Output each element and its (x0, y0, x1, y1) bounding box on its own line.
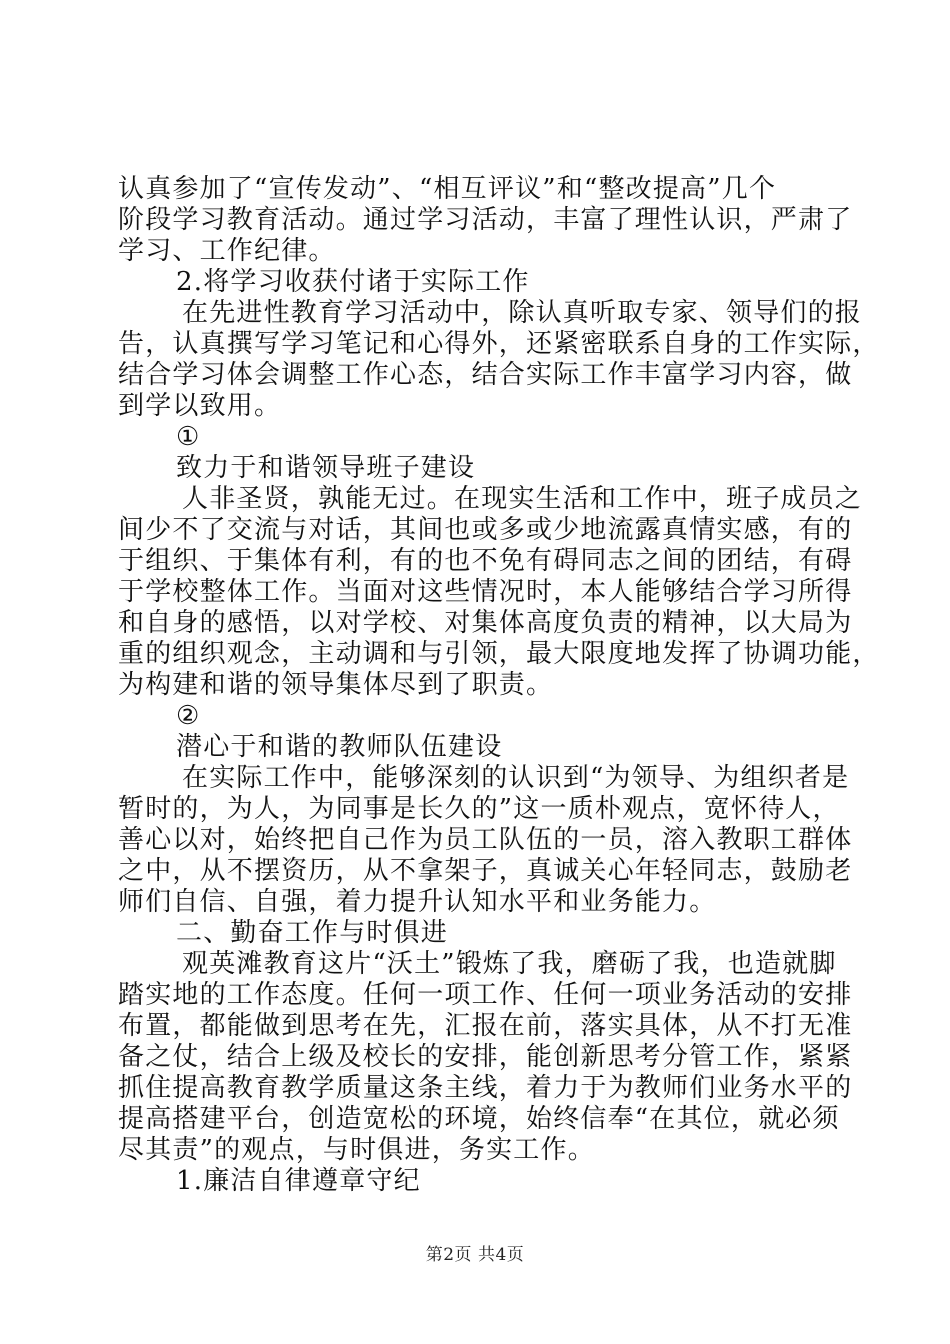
text-line: 于组织、于集体有利，有的也不免有碍同志之间的团结，有碍 (118, 546, 853, 576)
text-line: 1.廉洁自律遵章守纪 (176, 1166, 421, 1196)
text-line: 2.将学习收获付诸于实际工作 (176, 267, 530, 297)
document-body (118, 174, 880, 1197)
text-line: 二、勤奋工作与时俱进 (176, 918, 449, 948)
text-line: 尽其责”的观点，与时俱进，务实工作。 (118, 1135, 595, 1165)
text-line: 师们自信、自强，着力提升认知水平和业务能力。 (118, 887, 717, 917)
text-line: 备之仗，结合上级及校长的安排，能创新思考分管工作，紧紧 (118, 1042, 853, 1072)
text-line: 观英滩教育这片“沃土”锻炼了我，磨砺了我，也造就脚 (182, 949, 837, 979)
text-line: 善心以对，始终把自己作为员工队伍的一员，溶入教职工群体 (118, 825, 853, 855)
text-line: 踏实地的工作态度。任何一项工作、任何一项业务活动的安排 (118, 980, 853, 1010)
text-line: 于学校整体工作。当面对这些情况时，本人能够结合学习所得 (118, 577, 853, 607)
text-line: 在先进性教育学习活动中，除认真听取专家、领导们的报 (182, 298, 863, 328)
text-line: 间少不了交流与对话，其间也或多或少地流露真情实感，有的 (118, 515, 853, 545)
text-line: 布置，都能做到思考在先，汇报在前，落实具体，从不打无准 (118, 1011, 853, 1041)
text-line: 为构建和谐的领导集体尽到了职责。 (118, 670, 554, 700)
text-line: 致力于和谐领导班子建设 (176, 453, 476, 483)
page-footer: 第2页 共4页 (425, 1245, 525, 1265)
text-line: ② (176, 701, 201, 731)
text-line: 人非圣贤，孰能无过。在现实生活和工作中，班子成员之 (182, 484, 863, 514)
text-line: 潜心于和谐的教师队伍建设 (176, 732, 503, 762)
text-line: 结合学习体会调整工作心态，结合实际工作丰富学习内容，做 (118, 360, 853, 390)
text-line: 阶段学习教育活动。通过学习活动，丰富了理性认识，严肃了 (118, 205, 853, 235)
text-line: 之中，从不摆资历，从不拿架子，真诚关心年轻同志，鼓励老 (118, 856, 853, 886)
text-line: 认真参加了“宣传发动”、“相互评议”和“整改提高”几个 (118, 174, 777, 204)
text-line: 和自身的感悟，以对学校、对集体高度负责的精神，以大局为 (118, 608, 853, 638)
text-line: 提高搭建平台，创造宽松的环境，始终信奉“在其位，就必须 (118, 1104, 840, 1134)
text-line: 学习、工作纪律。 (118, 236, 336, 266)
text-line: 到学以致用。 (118, 391, 282, 421)
text-line: 在实际工作中，能够深刻的认识到“为领导、为组织者是 (182, 763, 850, 793)
text-line: 抓住提高教育教学质量这条主线，着力于为教师们业务水平的 (118, 1073, 853, 1103)
text-line: 重的组织观念，主动调和与引领，最大限度地发挥了协调功能， (118, 639, 880, 669)
text-line: 告，认真撰写学习笔记和心得外，还紧密联系自身的工作实际， (118, 329, 880, 359)
text-line: ① (176, 422, 201, 452)
text-line: 暂时的，为人，为同事是长久的”这一质朴观点，宽怀待人， (118, 794, 840, 824)
